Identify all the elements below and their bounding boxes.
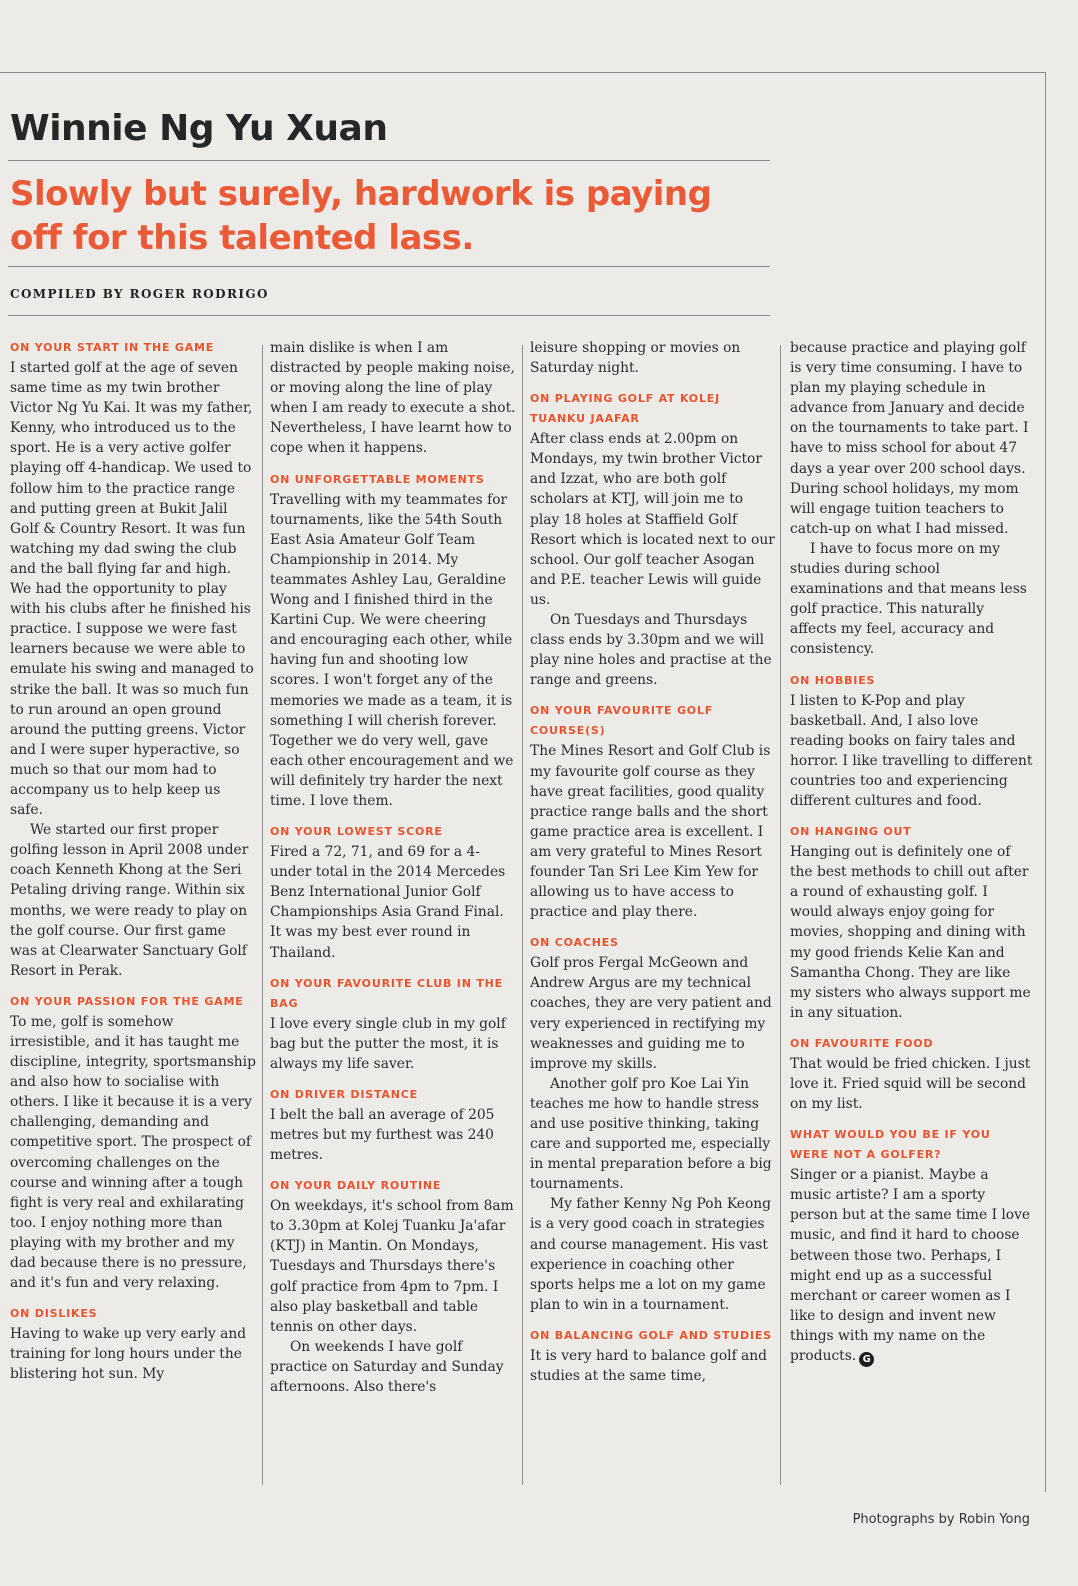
deck: Slowly but surely, hardwork is paying off for this talented lass. <box>10 174 712 258</box>
column-divider <box>780 345 781 1485</box>
body-paragraph: My father Kenny Ng Poh Keong is a very good coach in strategies and course management. His vast experience in coaching other sports helps me a lot on my game plan to win in a tournament. <box>530 1196 771 1313</box>
body-paragraph: Another golf pro Koe Lai Yin teaches me how to handle stress and use positive thinking, taking care and supported me, especially in mental preparation before a big tournaments. <box>530 1075 772 1193</box>
section-heading: ON YOUR LOWEST SCORE <box>270 825 443 839</box>
section-heading: ON HOBBIES <box>790 673 876 687</box>
section-heading: ON DRIVER DISTANCE <box>270 1087 418 1101</box>
body-paragraph: After class ends at 2.00pm on Mondays, my twin brother Victor and Izzat, who are both golf scholars at KTJ, will join me to play 18 holes at Staffield Golf Resort which is located next to our school. Our golf teacher Asogan and P.E. teacher Lewis will guide us. <box>530 431 775 608</box>
article-column-1 <box>10 338 256 1488</box>
section-heading: ON YOUR PASSION FOR THE GAME <box>10 994 244 1008</box>
section-heading: ON FAVOURITE FOOD <box>790 1036 934 1050</box>
body-paragraph: I belt the ball an average of 205 metres but my furthest was 240 metres. <box>270 1106 495 1164</box>
article-column-4 <box>790 338 1034 1488</box>
body-paragraph: We started our first proper golfing lesson in April 2008 under coach Kenneth Khong at the Seri Petaling driving range. Within six months, we were ready to play on the golf course. Our first game was at Clearwater Sanctuary Golf Resort in Perak. <box>10 822 249 979</box>
magazine-end-mark-icon: G <box>859 1352 874 1367</box>
body-paragraph: Having to wake up very early and training for long hours under the blistering hot sun. My <box>10 1326 247 1383</box>
body-paragraph: Travelling with my teammates for tournaments, like the 54th South East Asia Amateur Golf Team Championship in 2014. My teammates Ashley Lau, Geraldine Wong and I finished third in the Kartini Cup. We were cheering and encouraging each other, while having fun and shooting low scores. I won't forget any of the memories we made as a team, it is something I will cherish forever. Together we do very well, gave each other encouragement and we will definitely try harder the next time. I love them. <box>270 491 514 809</box>
body-paragraph: On weekends I have golf practice on Saturday and Sunday afternoons. Also there's <box>270 1338 504 1396</box>
body-paragraph: Fired a 72, 71, and 69 for a 4-under total in the 2014 Mercedes Benz International Junior Golf Championships Asia Grand Final. It was my best ever round in Thailand. <box>270 844 506 961</box>
column-divider <box>262 345 263 1485</box>
section-heading: ON YOUR FAVOURITE CLUB IN THE BAG <box>270 976 503 1010</box>
section-heading: ON DISLIKES <box>10 1307 98 1321</box>
body-paragraph: On Tuesdays and Thursdays class ends by 3.30pm and we will play nine holes and practise at the range and greens. <box>530 612 772 689</box>
headline-rule <box>8 160 770 161</box>
section-heading: ON YOUR FAVOURITE GOLF COURSE(S) <box>530 704 714 738</box>
body-paragraph: I listen to K-Pop and play basketball. And, I also love reading books on fairy tales and horror. I like travelling to different countries too and experiencing different cultures and food. <box>790 692 1033 809</box>
section-heading: ON PLAYING GOLF AT KOLEJ TUANKU JAAFAR <box>530 392 720 426</box>
body-paragraph: That would be fried chicken. I just love it. Fried squid will be second on my list. <box>790 1055 1031 1113</box>
byline: COMPILED BY ROGER RODRIGO <box>10 287 269 301</box>
section-heading: ON YOUR DAILY ROUTINE <box>270 1179 442 1193</box>
column-divider <box>522 345 523 1485</box>
deck-rule <box>8 266 770 267</box>
body-paragraph: Singer or a pianist. Maybe a music artiste? I am a sporty person but at the same time I love music, and find it hard to choose between those two. Perhaps, I might end up as a successful merchant or career women as I like to design and invent new things with my name on the products. G <box>790 1167 1031 1366</box>
headline: Winnie Ng Yu Xuan <box>10 108 388 149</box>
section-heading: ON YOUR START IN THE GAME <box>10 341 215 354</box>
body-paragraph: I love every single club in my golf bag but the putter the most, it is always my life saver. <box>270 1015 506 1072</box>
section-heading: ON UNFORGETTABLE MOMENTS <box>270 472 485 486</box>
body-paragraph: because practice and playing golf is very time consuming. I have to plan my playing schedule in advance from January and decide on the tournaments to take part. I have to miss school for about 47 days a year over 200 school days. During school holidays, my mom will engage tuition teachers to catch-up on what I had missed. <box>790 340 1029 537</box>
section-heading: ON HANGING OUT <box>790 825 912 839</box>
body-paragraph: leisure shopping or movies on Saturday night. <box>530 340 741 377</box>
body-paragraph: On weekdays, it's school from 8am to 3.30pm at Kolej Tuanku Ja'afar (KTJ) in Mantin. On Mondays, Tuesdays and Thursdays there's golf practice from 4pm to 7pm. I also play basketball and table tennis on other days. <box>270 1198 514 1335</box>
article-column-3 <box>530 338 776 1488</box>
body-paragraph: I started golf at the age of seven same time as my twin brother Victor Ng Yu Kai. It was my father, Kenny, who introduced us to the sport. He is a very active golfer playing off 4-handicap. We used to follow him to the practice range and putting green at Bukit Jalil Golf & Country Resort. It was fun watching my dad swing the club and the ball flying far and high. We had the opportunity to play with his clubs after he finished his practice. I suppose we were fast learners because we were able to emulate his swing and managed to strike the ball. It was so much fun to run around an open ground around the putting greens. Victor and I were super hyperactive, so much so that our mom had to accompany us to help keep us safe. <box>10 360 254 819</box>
section-heading: ON COACHES <box>530 936 619 950</box>
body-paragraph: Hanging out is definitely one of the best methods to chill out after a round of exhausting golf. I would always enjoy going for movies, shopping and dining with my good friends Kelie Kan and Samantha Chong. They are like my sisters who always support me in any situation. <box>790 844 1031 1021</box>
photo-credit: Photographs by Robin Yong <box>852 1512 1030 1527</box>
body-paragraph: Golf pros Fergal McGeown and Andrew Argus are my technical coaches, they are very patient and very experienced in rectifying my weaknesses and guiding me to improve my skills. <box>530 955 772 1072</box>
body-paragraph: main dislike is when I am distracted by people making noise, or moving along the line of play when I am ready to execute a shot. Nevertheless, I have learnt how to cope when it happens. <box>270 340 516 457</box>
section-heading: ON BALANCING GOLF AND STUDIES <box>530 1328 772 1342</box>
body-paragraph: To me, golf is somehow irresistible, and it has taught me discipline, integrity, sportsmanship and also how to socialise with others. I like it because it is a very challenging, demanding and competitive sport. The prospect of overcoming challenges on the course and winning after a tough fight is very real and exhilarating too. I enjoy nothing more than playing with my brother and my dad because there is no pressure, and it's fun and very relaxing. <box>10 1013 256 1292</box>
section-heading: WHAT WOULD YOU BE IF YOU WERE NOT A GOLFER? <box>790 1128 991 1162</box>
body-paragraph: I have to focus more on my studies during school examinations and that means less golf practice. This naturally affects my feel, accuracy and consistency. <box>790 540 1027 658</box>
byline-rule <box>8 315 770 316</box>
body-paragraph: It is very hard to balance golf and studies at the same time, <box>530 1347 767 1385</box>
article-column-2 <box>270 338 516 1488</box>
body-paragraph: The Mines Resort and Golf Club is my favourite golf course as they have great facilities, good quality practice range balls and the short game practice area is excellent. I am very grateful to Mines Resort founder Tan Sri Lee Kim Yew for allowing us to have access to practice and play there. <box>530 743 771 921</box>
